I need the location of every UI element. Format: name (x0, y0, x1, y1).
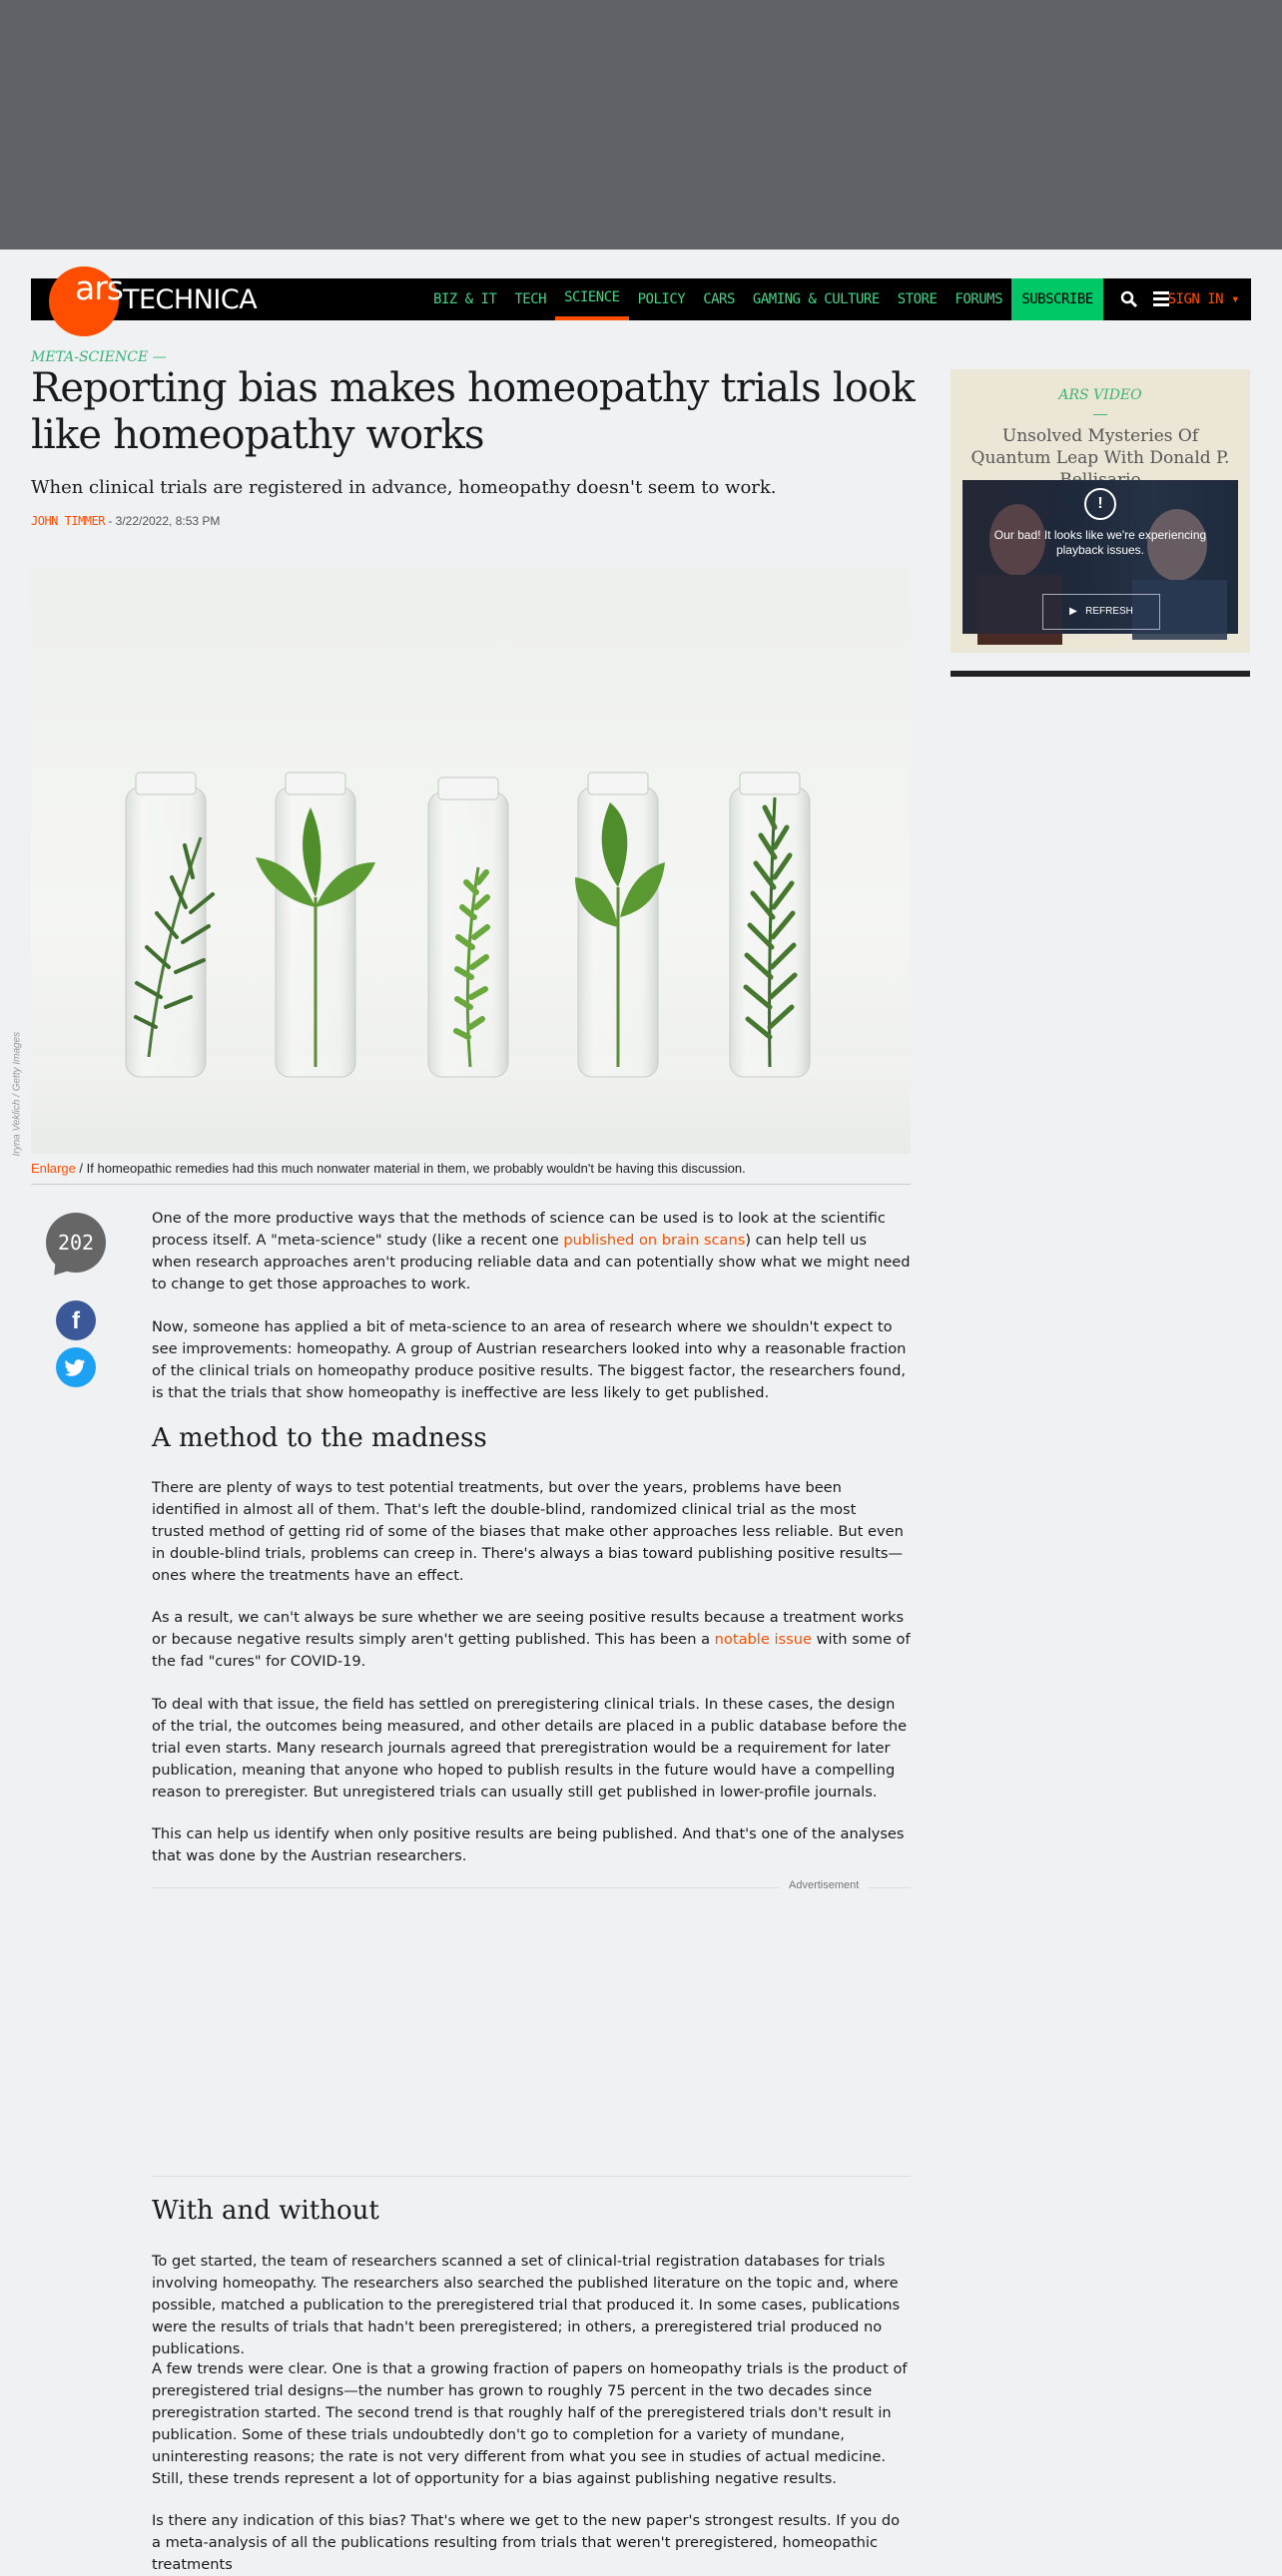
paragraph-3: There are plenty of ways to test potential treatments, but over the years, problems have been identified in almost all of them. That's left the double-blind, randomized clinical trial as the most trusted method of getting rid of some of the biases that make other approaches less reliable. But even in double-blind trials, problems can creep in. There's always a bias toward publishing positive results—ones where the treatments have an effect. (152, 1479, 904, 1584)
paragraph-1-text-b: ) can help tell us when research approaches aren't producing reliable data and can potentially show what we might need to change to get those approaches to work. (152, 1232, 911, 1292)
sign-in-link[interactable] (1168, 278, 1239, 320)
ad-bottom-divider (152, 2176, 911, 2177)
logo-technica-text[interactable]: TECHNICA (123, 284, 258, 315)
bottle-basil (256, 773, 375, 1077)
sidebar-divider (951, 671, 1250, 677)
comment-count: 202 (57, 1231, 95, 1255)
twitter-bird-icon (56, 1347, 96, 1387)
paragraph-6: This can help us identify when only positive results are being published. And that's one of the analyses that was done by the Austrian researchers. (152, 1825, 905, 1864)
nav-link-science[interactable]: SCIENCE (555, 278, 629, 320)
image-caption (31, 1161, 911, 1185)
subscribe-button[interactable]: SUBSCRIBE (1011, 278, 1103, 320)
bottle-cypress (730, 773, 810, 1077)
paragraph-2: Now, someone has applied a bit of meta-science to an area of research where we shouldn't expect to see improvements: homeopathy. A group of Austrian researchers looked into why a reasonable fraction of the clinical trials on homeopathy produce positive results. The biggest factor, the researchers found, is that the trials that show homeopathy is ineffective are less likely to get published. (152, 1318, 907, 1401)
top-nav (31, 268, 1251, 320)
enlarge-link[interactable]: Enlarge (31, 1161, 76, 1176)
paragraph-4 (152, 1607, 911, 1673)
ars-video-label: ARS VIDEO (1058, 387, 1142, 403)
alert-icon: ! (1084, 488, 1116, 520)
logo-ars-text: ars (75, 268, 123, 307)
advertisement-label: Advertisement (779, 1879, 869, 1891)
nav-link-gaming-culture[interactable]: GAMING & CULTURE (752, 291, 880, 307)
caret-down-icon: ▾ (1231, 291, 1239, 307)
image-credit (10, 988, 24, 1158)
caption-text: / If homeopathic remedies had this much nonwater material in them, we probably wouldn't be having this discussion. (75, 1161, 746, 1176)
bottle-mint (575, 773, 665, 1077)
section-heading-with-without: With and without (152, 2196, 379, 2226)
article-headline: Reporting bias makes homeopathy trials look like homeopathy works (31, 365, 915, 458)
notable-issue-link[interactable]: notable issue (714, 1631, 812, 1648)
twitter-share-icon[interactable] (56, 1347, 96, 1387)
nav-links (424, 278, 1011, 320)
paragraph-9: Is there any indication of this bias? That's where we get to the new paper's strongest results. If you do a meta-analysis of all the publications resulting from trials that weren't preregistered, homeopathic treatments (152, 2512, 901, 2573)
nav-link-tech[interactable]: TECH (514, 291, 547, 307)
paragraph-1 (152, 1208, 911, 1295)
comment-count-bubble[interactable] (46, 1213, 106, 1273)
paragraph-4-text-a: As a result, we can't always be sure whether we are seeing positive results because a treatment works or because negative results simply aren't getting published. This has been a (152, 1609, 905, 1648)
paragraph-8: A few trends were clear. One is that a growing fraction of papers on homeopathy trials is the product of preregistered trial designs—the number has grown to roughly 75 percent in the two decades since preregistration started. The second trend is that roughly half of the preregistered trials don't result in publication. Some of these trials undoubtedly don't go to completion for a variety of mundane, uninteresting reasons; the rate is not very different from what you see in studies of actual medicine. Still, these trends represent a lot of opportunity for a bias against publishing negative results. (152, 2360, 908, 2487)
playback-error-message: Our bad! It looks like we're experiencing playback issues. (993, 528, 1207, 557)
nav-link-forums[interactable]: FORUMS (955, 291, 1002, 307)
nav-link-store[interactable]: STORE (897, 291, 938, 307)
paragraph-5: To deal with that issue, the field has settled on preregistering clinical trials. In these cases, the design of the trial, the outcomes being measured, and other details are placed in a public database before the trial even starts. Many research journals agreed that preregistration would be a requirement for later publication, meaning that anyone who hoped to publish results in the future would have a compelling reason to preregister. But unregistered trials can usually still get published in lower-profile journals. (152, 1696, 908, 1801)
refresh-button[interactable] (1042, 594, 1160, 630)
hero-image[interactable] (31, 568, 911, 1154)
ars-logo-circle[interactable] (49, 266, 123, 336)
search-icon[interactable] (1119, 289, 1139, 309)
brain-scans-link[interactable]: published on brain scans (563, 1232, 746, 1249)
section-heading-method: A method to the madness (152, 1423, 487, 1453)
ars-video-dash: — (1093, 405, 1107, 421)
play-icon: ▶ (1069, 606, 1077, 617)
bottles-illustration (31, 568, 911, 1154)
paragraph-7: To get started, the team of researchers scanned a set of clinical-trial registration databases for trials involving homeopathy. The researchers also searched the published literature on the topic and, where possible, matched a publication to the preregistered trial that produced it. In some cases, publications were the results of trials that hadn't been preregistered; in others, a preregistered trial produced no publications. (152, 2253, 901, 2357)
byline (31, 514, 220, 528)
article-dek: When clinical trials are registered in advance, homeopathy doesn't seem to work. (31, 477, 777, 498)
paragraph-1-text-a: One of the more productive ways that the methods of science can be used is to look at the scientific process itself. A "meta-science" study (like a recent one (152, 1210, 886, 1249)
nav-link-policy[interactable]: POLICY (637, 291, 686, 307)
facebook-share-icon[interactable]: f (56, 1300, 96, 1340)
ars-video-widget (951, 369, 1250, 653)
author-link[interactable]: JOHN TIMMER (31, 514, 105, 528)
paragraph-4-text-b: with some of the fad "cures" for COVID-19. (152, 1631, 911, 1670)
top-ad-banner (0, 0, 1282, 250)
video-title[interactable]: Unsolved Mysteries Of Quantum Leap With Donald P. (970, 426, 1230, 468)
publish-date: - 3/22/2022, 8:53 PM (104, 514, 221, 528)
page (0, 250, 1282, 2573)
nav-link-biz-it[interactable]: BIZ & IT (432, 291, 497, 307)
refresh-label: REFRESH (1085, 606, 1133, 617)
image-credit-text: Iryna Veklich / Getty Images (11, 1031, 23, 1157)
bottle-rosemary (126, 773, 213, 1077)
bottle-fern (428, 777, 508, 1077)
article-kicker[interactable]: META-SCIENCE — (31, 349, 167, 365)
hamburger-menu-icon[interactable] (1153, 291, 1169, 307)
video-player[interactable] (962, 480, 1238, 634)
nav-link-cars[interactable]: CARS (703, 291, 735, 307)
sign-in-label: SIGN IN (1167, 291, 1224, 307)
